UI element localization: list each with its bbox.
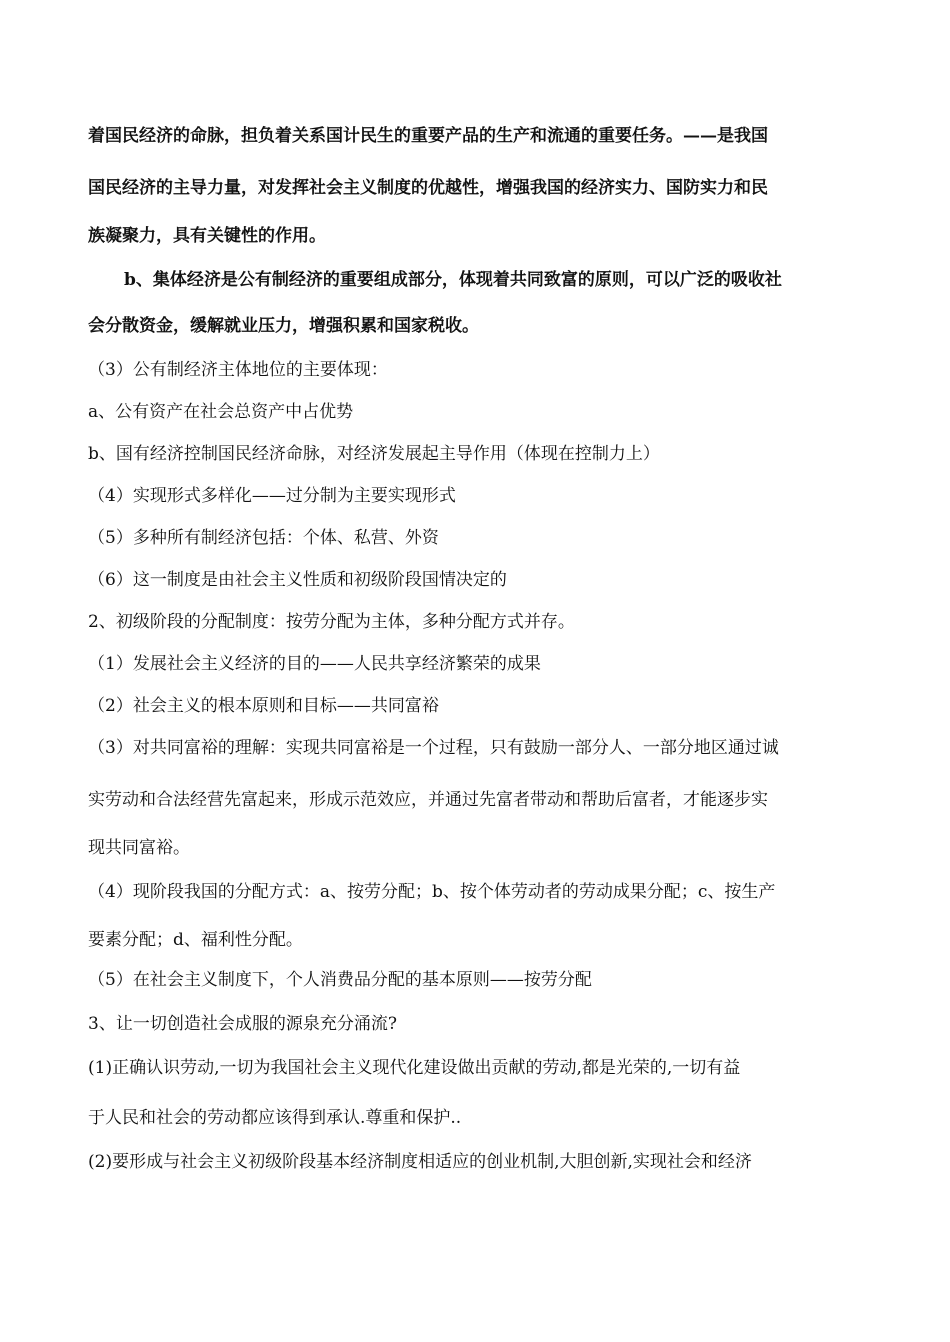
text-line-6: （3）公有制经济主体地位的主要体现： <box>88 360 388 380</box>
text-line-12: 2、初级阶段的分配制度：按劳分配为主体，多种分配方式并存。 <box>88 612 575 632</box>
text-line-19: 要素分配；d、福利性分配。 <box>88 930 303 950</box>
text-line-3: 族凝聚力，具有关键性的作用。 <box>88 226 326 246</box>
text-line-11: （6）这一制度是由社会主义性质和初级阶段国情决定的 <box>88 570 507 590</box>
text-line-13: （1）发展社会主义经济的目的——人民共享经济繁荣的成果 <box>88 654 541 674</box>
text-line-1: 着国民经济的命脉，担负着关系国计民生的重要产品的生产和流通的重要任务。——是我国 <box>88 126 768 146</box>
text-line-5: 会分散资金，缓解就业压力，增强积累和国家税收。 <box>88 316 479 336</box>
text-line-8: b、国有经济控制国民经济命脉，对经济发展起主导作用（体现在控制力上） <box>88 444 660 464</box>
text-line-15: （3）对共同富裕的理解：实现共同富裕是一个过程，只有鼓励一部分人、一部分地区通过诚 <box>88 738 779 758</box>
text-line-24: (2)要形成与社会主义初级阶段基本经济制度相适应的创业机制,大胆创新,实现社会和经济 <box>88 1152 752 1172</box>
text-line-7: a、公有资产在社会总资产中占优势 <box>88 402 354 422</box>
text-line-16: 实劳动和合法经营先富起来，形成示范效应，并通过先富者带动和帮助后富者，才能逐步实 <box>88 790 768 810</box>
text-line-20: （5）在社会主义制度下，个人消费品分配的基本原则——按劳分配 <box>88 970 592 990</box>
text-line-23: 于人民和社会的劳动都应该得到承认.尊重和保护.. <box>88 1108 462 1128</box>
text-line-10: （5）多种所有制经济包括：个体、私营、外资 <box>88 528 439 548</box>
text-line-2: 国民经济的主导力量，对发挥社会主义制度的优越性，增强我国的经济实力、国防实力和民 <box>88 178 768 198</box>
text-line-4: b、集体经济是公有制经济的重要组成部分，体现着共同致富的原则，可以广泛的吸收社 <box>124 270 782 290</box>
text-line-9: （4）实现形式多样化——过分制为主要实现形式 <box>88 486 456 506</box>
text-line-14: （2）社会主义的根本原则和目标——共同富裕 <box>88 696 439 716</box>
text-line-22: (1)正确认识劳动,一切为我国社会主义现代化建设做出贡献的劳动,都是光荣的,一切有益 <box>88 1058 741 1078</box>
text-line-21: 3、让一切创造社会成服的源泉充分涌流? <box>88 1014 397 1034</box>
text-line-18: （4）现阶段我国的分配方式：a、按劳分配；b、按个体劳动者的劳动成果分配；c、按生产 <box>88 882 776 902</box>
text-line-17: 现共同富裕。 <box>88 838 190 858</box>
